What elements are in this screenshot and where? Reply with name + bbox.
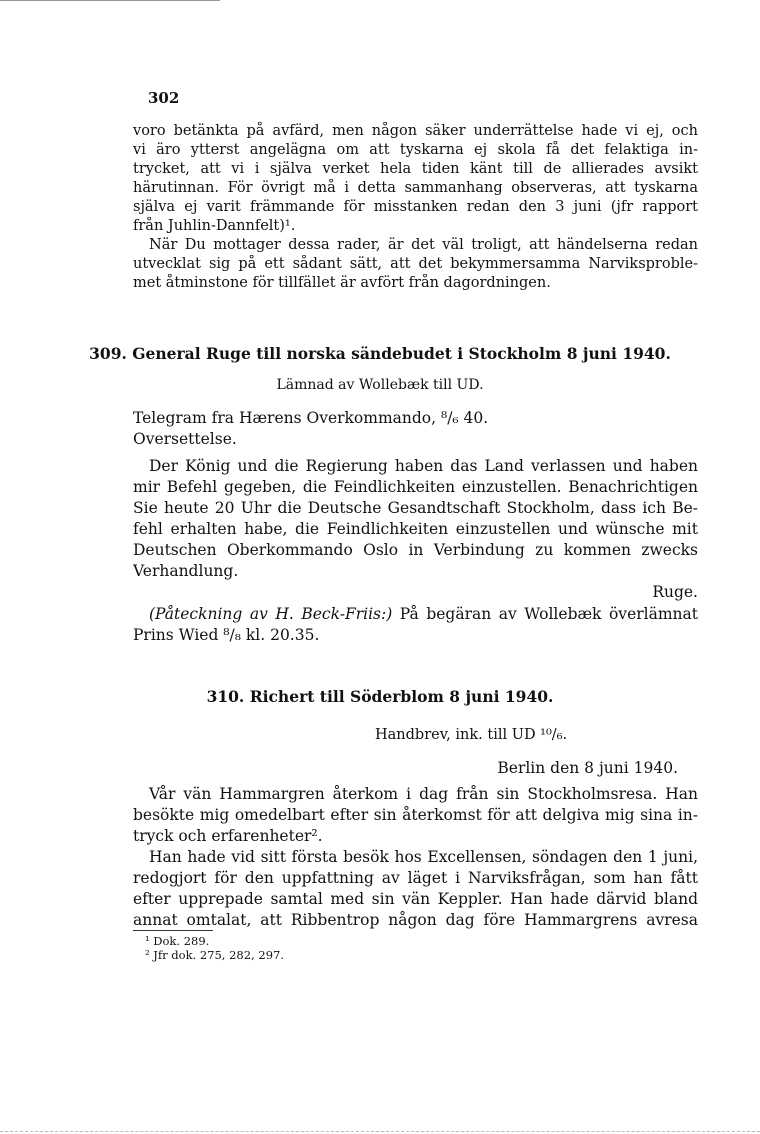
annotation-italic: (Påteckning av H. Beck-Friis:): [149, 605, 393, 623]
text-line: Verhandlung.: [133, 562, 239, 580]
text-line: tryck och erfarenheter².: [133, 827, 323, 845]
intro-paragraph: [133, 122, 698, 236]
text-line: voro betänkta på avfärd, men någon säker underrättelse hade vi ej, och: [133, 123, 698, 139]
text-line: mir Befehl gegeben, die Feindlichkeiten einzustellen. Benachrichtigen: [133, 478, 698, 496]
page-number: 302: [148, 89, 180, 107]
text-line: Vår vän Hammargren återkom i dag från sin Stockholmsresa. Han: [149, 785, 698, 803]
annotation-line: [133, 604, 698, 625]
translation-label: Oversettelse.: [133, 430, 237, 448]
annotation-rest: På begäran av Wollebæk överlämnat: [399, 605, 698, 623]
text-line: besökte mig omedelbart efter sin återkomst för att delgiva mig sina in-: [133, 806, 698, 824]
doc309-heading: 309. General Ruge till norska sändebudet i Stockholm 8 juni 1940.: [89, 344, 671, 363]
text-line: När Du mottager dessa rader, är det väl troligt, att händelserna redan: [149, 237, 698, 253]
text-line: redogjort för den uppfattning av läget i Narviksfrågan, som han fått: [133, 869, 698, 887]
text-line: efter upprepade samtal med sin vän Keppler. Han hade därvid bland: [133, 890, 698, 908]
scan-edge-top: [0, 0, 220, 1]
doc309-telegram: [133, 408, 698, 450]
doc309-annotation: [133, 604, 698, 646]
doc310-meta: [133, 726, 698, 745]
telegram-line: Telegram fra Hærens Overkommando, ⁸/₆ 40.: [133, 409, 489, 427]
text-line: utvecklat sig på ett sådant sätt, att det bekymmersamma Narviksproble-: [133, 256, 698, 272]
annotation-line-2: Prins Wied ⁸/₈ kl. 20.35.: [133, 626, 320, 644]
footnote-rule: [133, 930, 213, 931]
text-line: Der König und die Regierung haben das Land verlassen und haben: [149, 457, 698, 475]
text-line: Sie heute 20 Uhr die Deutsche Gesandtschaft Stockholm, dass ich Be-: [133, 499, 698, 517]
footnotes: [145, 934, 284, 962]
text-line: annat omtalat, att Ribbentrop någon dag före Hammargrens avresa: [133, 911, 698, 929]
text-line: Han hade vid sitt första besök hos Excellensen, söndagen den 1 juni,: [149, 848, 698, 866]
doc310-dateline-block: [133, 758, 698, 779]
footnote-1: ¹ Dok. 289.: [145, 934, 210, 948]
text-line: härutinnan. För övrigt må i detta sammanhang observeras, att tyskarna: [133, 180, 698, 196]
dateline: Berlin den 8 juni 1940.: [497, 759, 678, 777]
text-line: från Juhlin-Dannfelt)¹.: [133, 218, 296, 234]
text-line: själva ej varit främmande för misstanken redan den 3 juni (jfr rapport: [133, 199, 698, 215]
doc309-subheading: Lämnad av Wollebæk till UD.: [276, 377, 484, 393]
doc310-subheading: Handbrev, ink. till UD ¹⁰/₆.: [375, 727, 568, 743]
scan-edge-bottom: [0, 1131, 760, 1133]
doc310-para2: [133, 847, 698, 931]
intro-paragraph-2: [133, 236, 698, 293]
footnote-2: ² Jfr dok. 275, 282, 297.: [145, 948, 284, 962]
text-line: Deutschen Oberkommando Oslo in Verbindung zu kommen zwecks: [133, 541, 698, 559]
doc309-body: [133, 456, 698, 603]
doc310-para1: [133, 784, 698, 847]
text-line: vi äro ytterst angelägna om att tyskarna ej skola få det felaktiga in-: [133, 142, 698, 158]
doc310-heading: 310. Richert till Söderblom 8 juni 1940.: [206, 687, 554, 706]
text-line: fehl erhalten habe, die Feindlichkeiten einzustellen und wünsche mit: [133, 520, 698, 538]
text-line: trycket, att vi i själva verket hela tiden känt till de allierades avsikt: [133, 161, 698, 177]
signature: Ruge.: [652, 583, 698, 601]
text-line: met åtminstone för tillfället är avfört från dagordningen.: [133, 275, 551, 291]
